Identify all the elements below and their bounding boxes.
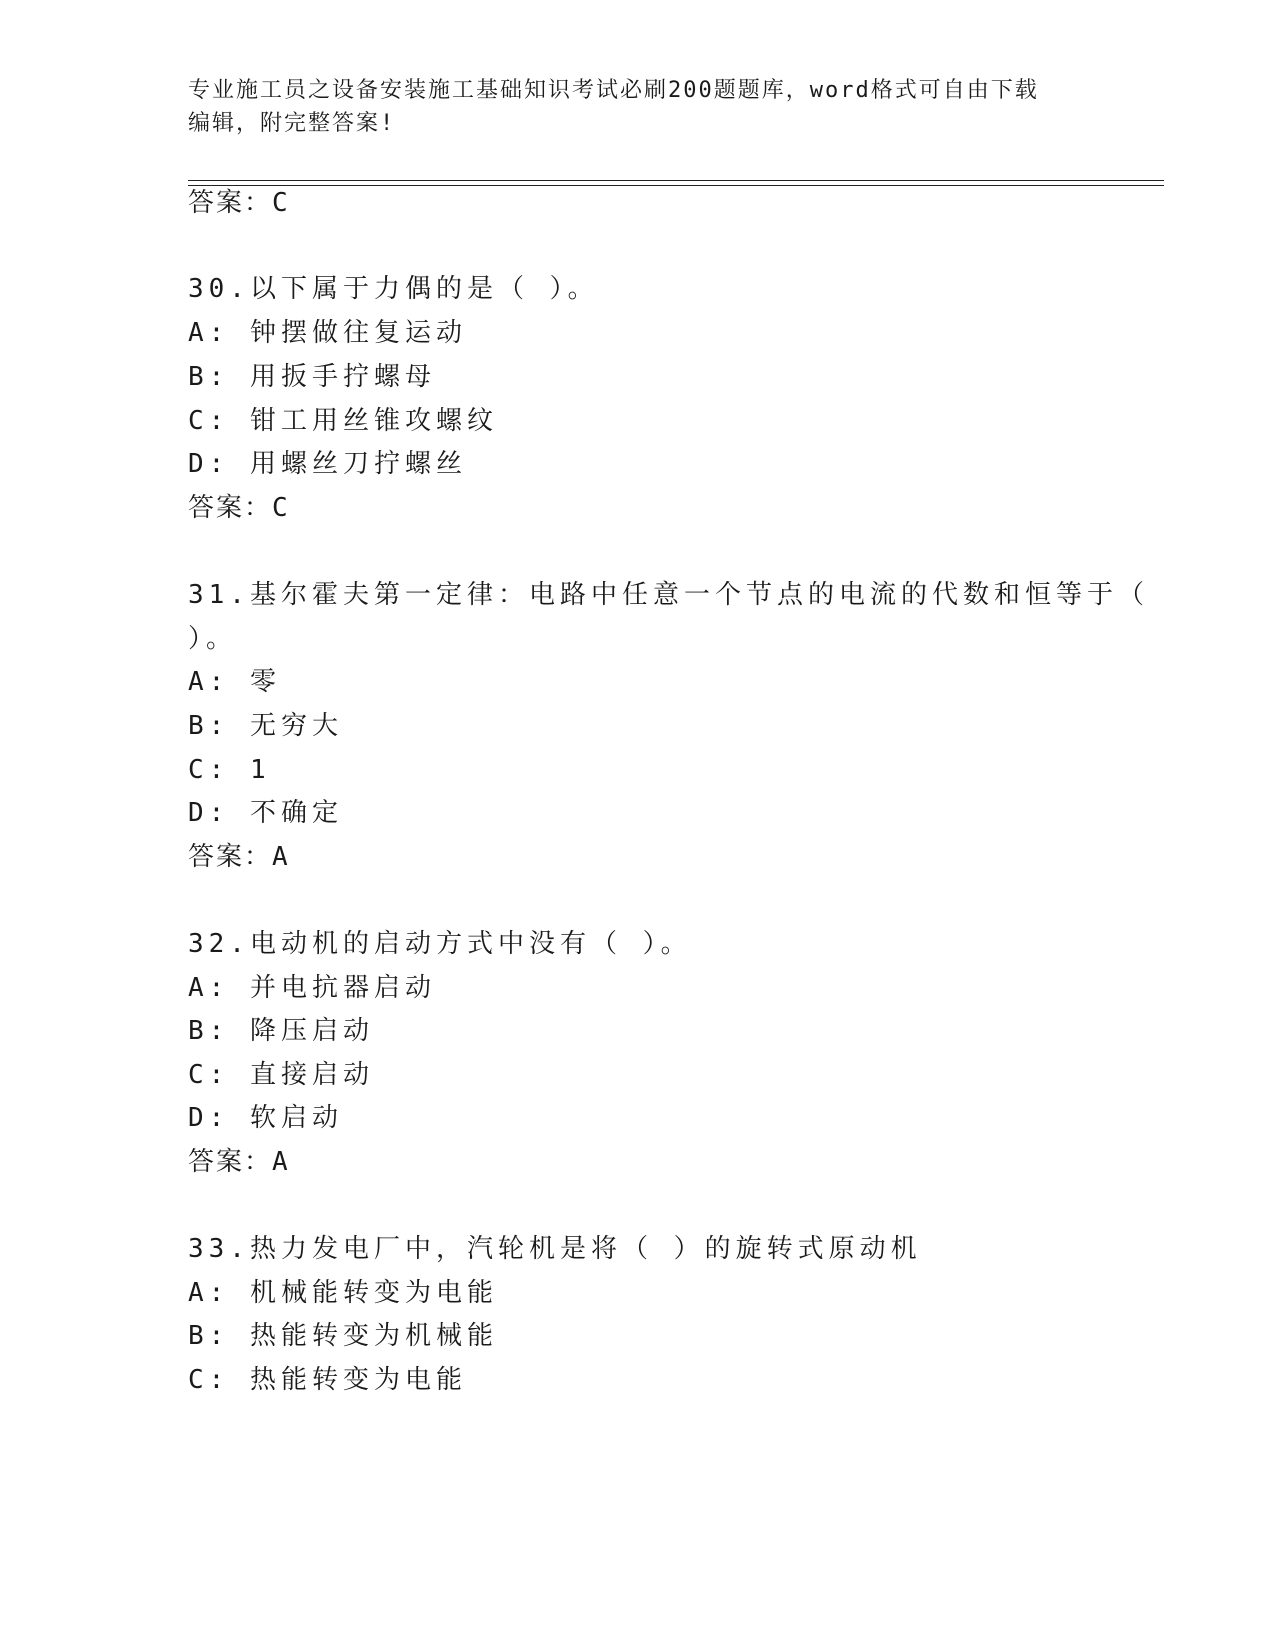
- q30-option-c: C: 钳工用丝锥攻螺纹: [188, 406, 498, 436]
- q33-option-b: B: 热能转变为机械能: [188, 1321, 498, 1351]
- q32-option-d: D: 软启动: [188, 1103, 343, 1133]
- q33-stem: 33.热力发电厂中，汽轮机是将（ ）的旋转式原动机: [188, 1234, 922, 1264]
- q32-option-c: C: 直接启动: [188, 1060, 374, 1090]
- q32-option-a: A: 并电抗器启动: [188, 973, 436, 1003]
- header-title-line1: 专业施工员之设备安装施工基础知识考试必刷200题题库，word格式可自由下载: [188, 78, 1039, 103]
- q31-option-b: B: 无穷大: [188, 711, 343, 741]
- q31-stem-line1: 31.基尔霍夫第一定律：电路中任意一个节点的电流的代数和恒等于（: [188, 580, 1149, 610]
- q30-option-a: A: 钟摆做往复运动: [188, 318, 467, 348]
- q31-option-a: A: 零: [188, 667, 281, 697]
- q32-answer: 答案：A: [188, 1147, 290, 1177]
- q32-option-b: B: 降压启动: [188, 1016, 374, 1046]
- q31-option-c: C: 1: [188, 755, 271, 785]
- q32-stem: 32.电动机的启动方式中没有（ ）。: [188, 929, 692, 959]
- q31-answer: 答案：A: [188, 842, 290, 872]
- q33-option-a: A: 机械能转变为电能: [188, 1278, 498, 1308]
- header-divider-bottom: [188, 185, 1164, 186]
- answer-prev: 答案：C: [188, 188, 290, 218]
- q30-option-d: D: 用螺丝刀拧螺丝: [188, 449, 467, 479]
- document-header: [188, 74, 1088, 140]
- q30-stem: 30.以下属于力偶的是（ ）。: [188, 274, 599, 304]
- q31-option-d: D: 不确定: [188, 798, 343, 828]
- header-divider-top: [188, 180, 1164, 181]
- header-title-line2: 编辑，附完整答案!: [188, 111, 396, 136]
- q30-answer: 答案：C: [188, 493, 290, 523]
- q31-stem-line2: ）。: [188, 624, 238, 654]
- q30-option-b: B: 用扳手拧螺母: [188, 362, 436, 392]
- q33-option-c: C: 热能转变为电能: [188, 1365, 467, 1395]
